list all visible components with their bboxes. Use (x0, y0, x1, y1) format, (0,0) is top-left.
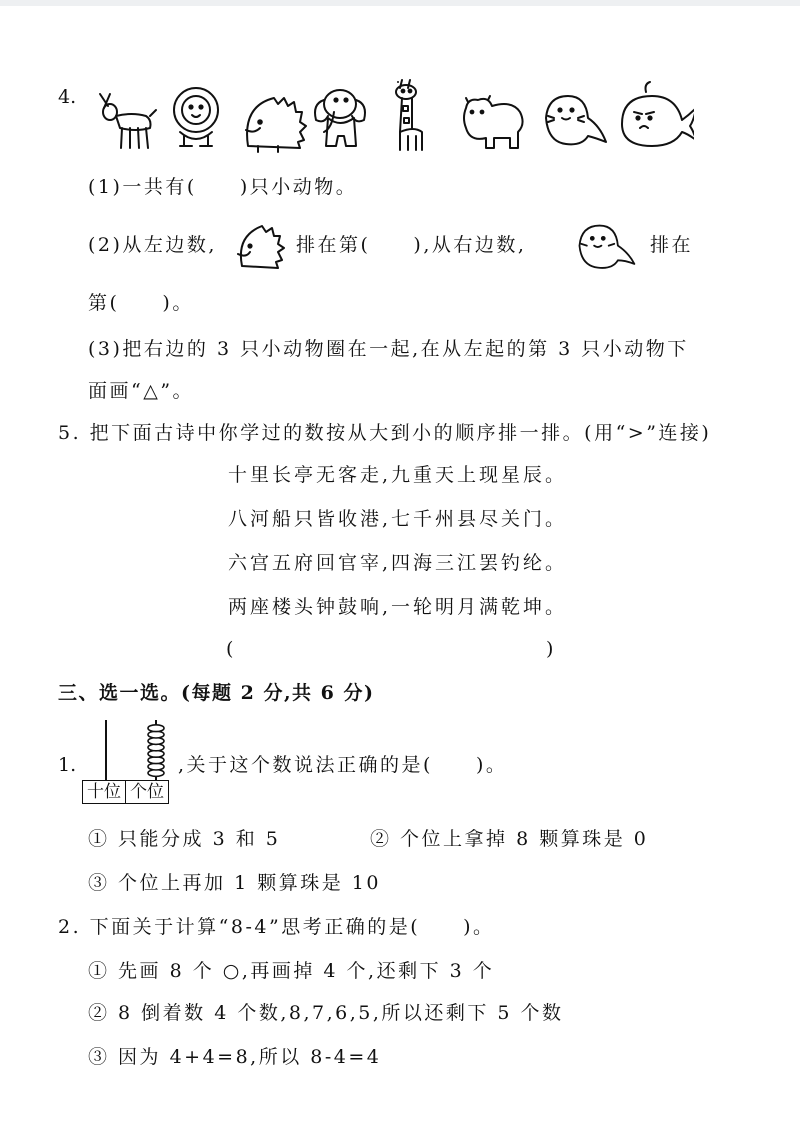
whale-icon (622, 82, 694, 146)
hedgehog-icon (232, 216, 288, 272)
abacus-diagram (82, 718, 192, 780)
animal-row (94, 78, 694, 158)
hedgehog-icon (246, 98, 306, 152)
poem-line-3: 六宫五府回官宰,四海三江罢钓纶。 (228, 552, 568, 574)
q4-part3-b: 面画“△”。 (88, 380, 195, 402)
s3-q2-option-2[interactable]: ② 8 倒着数 4 个数,8,7,6,5,所以还剩下 5 个数 (88, 1002, 564, 1024)
s3-q1-option-1[interactable]: ① 只能分成 3 和 5 (88, 828, 281, 850)
abacus-bead (148, 725, 164, 732)
s3-q2-option-3[interactable]: ③ 因为 4+4=8,所以 8-4=4 (88, 1046, 382, 1068)
poem-line-1: 十里长亭无客走,九重天上现星辰。 (228, 464, 568, 486)
q5-answer-open: ( (226, 638, 236, 660)
poem-line-4: 两座楼头钟鼓响,一轮明月满乾坤。 (228, 596, 568, 618)
ones-label: 个位 (125, 781, 168, 803)
abacus-place-labels (82, 780, 169, 804)
seal-icon (546, 96, 606, 144)
q4-part2-a: (2)从左边数, (88, 234, 217, 256)
lion-icon (174, 88, 218, 146)
hippo-icon (464, 96, 523, 148)
s3-q2-prompt: 2. 下面关于计算“8-4”思考正确的是( )。 (58, 916, 495, 938)
s3-q1-option-2[interactable]: ② 个位上拿掉 8 颗算珠是 0 (370, 828, 649, 850)
q4-number: 4. (58, 86, 77, 108)
q4-part2-b: 排在第( ),从右边数, (296, 234, 527, 256)
s3-q1-option-3[interactable]: ③ 个位上再加 1 颗算珠是 10 (88, 872, 381, 894)
q4-part2-c: 排在 (650, 234, 694, 256)
poem-line-2: 八河船只皆收港,七千州县尽关门。 (228, 508, 568, 530)
q4-part2-d: 第( )。 (88, 292, 194, 314)
s3-q1-prompt: ,关于这个数说法正确的是( )。 (178, 754, 508, 776)
giraffe-icon (396, 80, 422, 150)
q4-part1: (1)一共有( )只小动物。 (88, 176, 358, 198)
s3-q1-number: 1. (58, 754, 77, 776)
section-3-title: 三、选一选。(每题 2 分,共 6 分) (58, 682, 375, 704)
q5-answer-close: ) (546, 638, 556, 660)
seal-icon (574, 214, 638, 270)
ones-beads (148, 725, 164, 777)
page-top-border (0, 0, 800, 6)
elephant-icon (315, 90, 365, 146)
q4-part3-a: (3)把右边的 3 只小动物圈在一起,在从左起的第 3 只小动物下 (88, 338, 689, 360)
goat-icon (100, 94, 156, 148)
s3-q2-option-1[interactable]: ① 先画 8 个 ○,再画掉 4 个,还剩下 3 个 (88, 960, 495, 982)
q5-prompt: 5. 把下面古诗中你学过的数按从大到小的顺序排一排。(用“>”连接) (58, 422, 712, 444)
tens-label: 十位 (87, 782, 121, 802)
